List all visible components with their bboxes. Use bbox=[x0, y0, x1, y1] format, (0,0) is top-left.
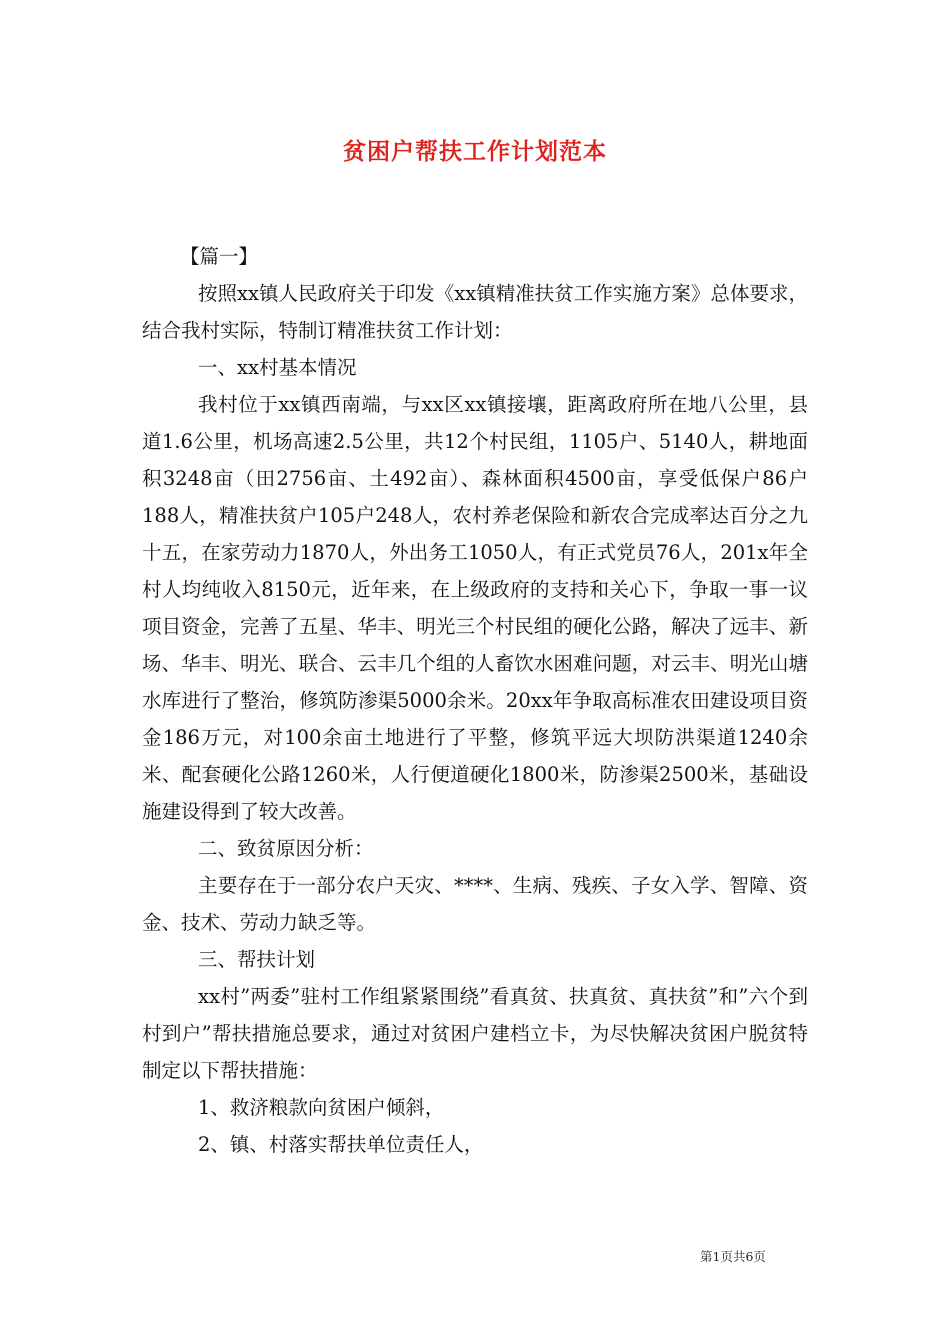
page-number: 第1页共6页 bbox=[700, 1249, 766, 1264]
heading-assistance-plan: 三、帮扶计划 bbox=[198, 948, 316, 971]
section-marker: 【篇一】 bbox=[180, 245, 259, 268]
heading-basic-situation: 一、xx村基本情况 bbox=[198, 356, 357, 379]
paragraph-basic-situation: 我村位于xx镇西南端，与xx区xx镇接壤，距离政府所在地八公里，县道1.6公里，机场高速2.5公里，共12个村民组，1105户、5140人，耕地面积3248亩（田2756亩、土492亩）、森林面积4500亩，享受低保户86户188人，精准扶贫户105户248人，农村养老保险和新农合完成率达百分之九十五，在家劳动力1870人，外出务工1050人，有正式党员76人，201x年全村人均纯收入8150元，近年来，在上级政府的支持和关心下，争取一事一议项目资金，完善了五星、华丰、明光三个村民组的硬化公路，解决了远丰、新场、华丰、明光、联合、云丰几个组的人畜饮水困难问题，对云丰、明光山塘水库进行了整治，修筑防渗渠5000余米。20xx年争取高标准农田建设项目资金186万元，对100余亩土地进行了平整，修筑平远大坝防洪渠道1240余米、配套硬化公路1260米，人行便道硬化1800米，防渗渠2500米，基础设施建设得到了较大改善。 bbox=[142, 393, 808, 823]
paragraph-intro: 按照xx镇人民政府关于印发《xx镇精准扶贫工作实施方案》总体要求，结合我村实际，特制订精准扶贫工作计划： bbox=[142, 282, 808, 342]
paragraph-assistance-plan: xx村”两委”驻村工作组紧紧围绕”看真贫、扶真贫、真扶贫”和”六个到村到户”帮扶措施总要求，通过对贫困户建档立卡，为尽快解决贫困户脱贫特制定以下帮扶措施： bbox=[142, 985, 808, 1082]
paragraph-poverty-causes: 主要存在于一部分农户天灾、****、生病、残疾、子女入学、智障、资金、技术、劳动力缺乏等。 bbox=[142, 874, 808, 934]
list-item: 2、镇、村落实帮扶单位责任人， bbox=[198, 1133, 484, 1156]
document-title: 贫困户帮扶工作计划范本 bbox=[343, 138, 607, 165]
document-body bbox=[142, 238, 808, 1163]
list-item: 1、救济粮款向贫困户倾斜， bbox=[198, 1096, 445, 1119]
heading-poverty-causes: 二、致贫原因分析： bbox=[198, 837, 374, 860]
